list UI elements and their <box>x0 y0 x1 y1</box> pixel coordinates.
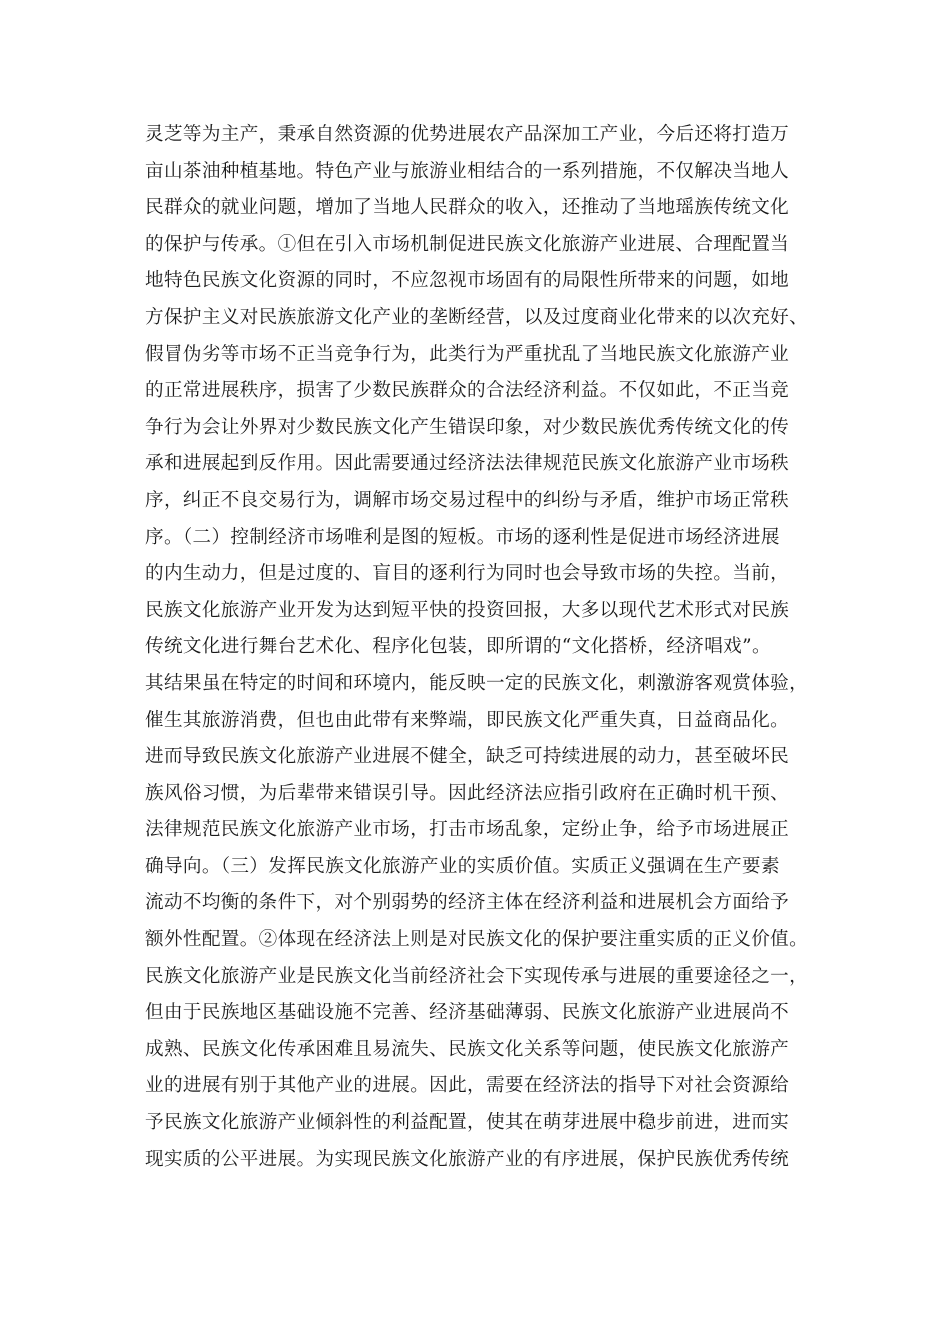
text-line: 假冒伪劣等市场不正当竞争行为，此类行为严重扰乱了当地民族文化旅游产业 <box>145 343 790 365</box>
text-line: 其结果虽在特定的时间和环境内，能反映一定的民族文化，刺激游客观赏体验， <box>145 672 809 694</box>
text-line: 业的进展有别于其他产业的进展。因此，需要在经济法的指导下对社会资源给 <box>145 1075 790 1097</box>
text-line: 额外性配置。②体现在经济法上则是对民族文化的保护要注重实质的正义价值。 <box>145 929 809 951</box>
text-line: 承和进展起到反作用。因此需要通过经济法法律规范民族文化旅游产业市场秩 <box>145 453 790 475</box>
body-paragraph <box>145 117 825 1178</box>
text-line: 的正常进展秩序，损害了少数民族群众的合法经济利益。不仅如此，不正当竞 <box>145 380 790 402</box>
text-line: 确导向。（三）发挥民族文化旅游产业的实质价值。实质正义强调在生产要素 <box>145 855 780 877</box>
text-line: 亩山茶油种植基地。特色产业与旅游业相结合的一系列措施，不仅解决当地人 <box>145 160 790 182</box>
text-line: 序。（二）控制经济市场唯利是图的短板。市场的逐利性是促进市场经济进展 <box>145 526 780 548</box>
text-line: 法律规范民族文化旅游产业市场，打击市场乱象，定纷止争，给予市场进展正 <box>145 819 790 841</box>
text-line: 灵芝等为主产，秉承自然资源的优势进展农产品深加工产业，今后还将打造万 <box>145 124 790 145</box>
text-line: 传统文化进行舞台艺术化、程序化包装，即所谓的“文化搭桥，经济唱戏”。 <box>145 636 771 658</box>
text-line: 民群众的就业问题，增加了当地人民群众的收入，还推动了当地瑶族传统文化 <box>145 197 790 219</box>
text-line: 予民族文化旅游产业倾斜性的利益配置，使其在萌芽进展中稳步前进，进而实 <box>145 1112 790 1134</box>
text-line: 民族文化旅游产业是民族文化当前经济社会下实现传承与进展的重要途径之一， <box>145 965 809 987</box>
text-line: 民族文化旅游产业开发为达到短平快的投资回报，大多以现代艺术形式对民族 <box>145 599 790 621</box>
text-line: 方保护主义对民族旅游文化产业的垄断经营，以及过度商业化带来的以次充好、 <box>145 306 809 328</box>
text-line: 地特色民族文化资源的同时，不应忽视市场固有的局限性所带来的问题，如地 <box>145 270 790 292</box>
text-line: 的内生动力，但是过度的、盲目的逐利行为同时也会导致市场的失控。当前， <box>145 563 790 585</box>
text-line: 催生其旅游消费，但也由此带有来弊端，即民族文化严重失真，日益商品化。 <box>145 709 790 731</box>
text-line: 族风俗习惯，为后辈带来错误引导。因此经济法应指引政府在正确时机干预、 <box>145 782 790 804</box>
text-line: 争行为会让外界对少数民族文化产生错误印象，对少数民族优秀传统文化的传 <box>145 416 790 438</box>
text-line: 的保护与传承。①但在引入市场机制促进民族文化旅游产业进展、合理配置当 <box>145 233 790 255</box>
text-line: 成熟、民族文化传承困难且易流失、民族文化关系等问题，使民族文化旅游产 <box>145 1038 790 1060</box>
text-line: 进而导致民族文化旅游产业进展不健全，缺乏可持续进展的动力，甚至破坏民 <box>145 746 790 768</box>
text-line: 现实质的公平进展。为实现民族文化旅游产业的有序进展，保护民族优秀传统 <box>145 1148 790 1170</box>
text-line: 流动不均衡的条件下，对个别弱势的经济主体在经济利益和进展机会方面给予 <box>145 892 790 914</box>
text-line: 但由于民族地区基础设施不完善、经济基础薄弱、民族文化旅游产业进展尚不 <box>145 1002 790 1024</box>
text-line: 序，纠正不良交易行为，调解市场交易过程中的纠纷与矛盾，维护市场正常秩 <box>145 489 790 511</box>
